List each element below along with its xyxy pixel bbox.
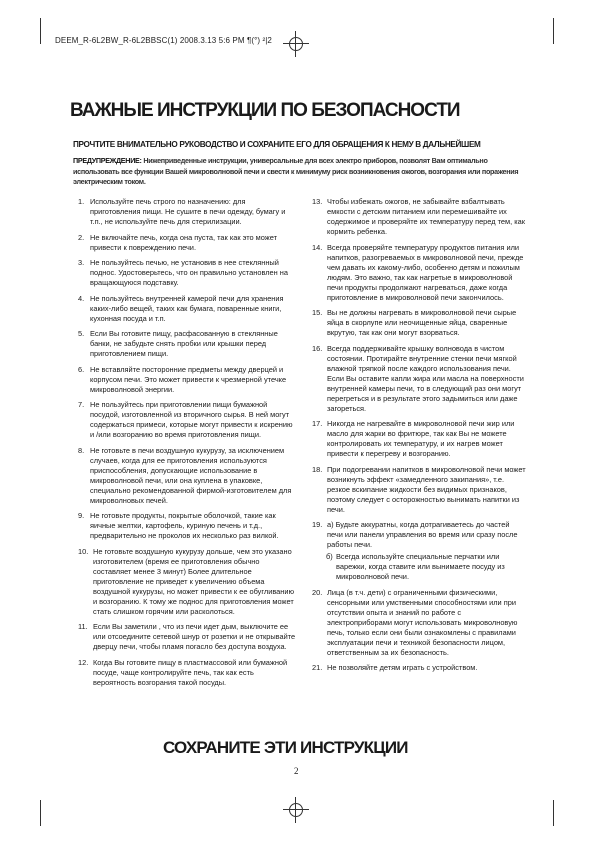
instruction-item: 21. Не позволяйте детям играть с устройством. — [312, 663, 478, 672]
instruction-item: 4. Не пользуйтесь внутренней камерой печи для хранения каких-либо вещей, таких как бумага, поваренные книги, кухонная посуда и т.п. — [78, 293, 284, 323]
warning-label: ПРЕДУПРЕЖДЕНИЕ: — [73, 156, 142, 165]
instruction-item: 13. Чтобы избежать ожогов, не забывайте взбалтывать емкости с детским питанием или перемешивайте их содержимое и проверяйте их температуру перед тем, как кормить ребенка. — [312, 197, 525, 236]
instruction-item: 12. Когда Вы готовите пищу в пластмассовой или бумажной посуде, чаще контролируйте печь, так как есть вероятность возгорания такой посуды. — [78, 657, 288, 687]
crop-mark-bottom-right — [553, 800, 554, 826]
page-subtitle: ПРОЧТИТЕ ВНИМАТЕЛЬНО РУКОВОДСТВО И СОХРАНИТЕ ЕГО ДЛЯ ОБРАЩЕНИЯ К НЕМУ В ДАЛЬНЕЙШЕМ — [73, 140, 481, 149]
registration-mark-bottom — [289, 803, 303, 817]
warning-text: Нижеприведенные инструкции, универсальные для всех электро приборов, позволят Вам оптимально использовать все функции Вашей микроволновой печи и свести к минимуму риск возникновения ожогов, возгорания или поражения электрическим током. — [73, 156, 519, 186]
crop-mark-top-left — [40, 18, 41, 44]
instruction-item: 6. Не вставляйте посторонние предметы между дверцей и корпусом печи. Это может привести к чрезмерной утечке микроволновой энергии. — [78, 364, 287, 394]
page-number: 2 — [294, 766, 299, 776]
instruction-item: 17. Никогда не нагревайте в микроволновой печи жир или масло для жарки во фритюре, так как Вы не можете контролировать их температуру, и их нагрев может привести к перегреву и возгоранию. — [312, 419, 515, 458]
instruction-item: 14. Всегда проверяйте температуру продуктов питания или напитков, разогреваемых в микроволновой печи, прежде чем давать их какому-либо, особенно детям и пожилым людям. Это важно, так как нагретые в микроволновой печи продукты продолжают нагреваться, даже когда приготовление в микроволновой печи закончилось. — [312, 242, 524, 302]
registration-mark-top — [289, 37, 303, 51]
instruction-item: 8. Не готовьте в печи воздушную кукурузу, за исключением случаев, когда для ее приготовления используются приспособления, допускающие использование в микроволновой печи, или она куплена в упаковке, специально рекомендованной фирмой-изготовителем для микроволновых печей. — [78, 445, 292, 505]
instruction-item: 5. Если Вы готовите пищу, расфасованную в стеклянные банки, не забудьте снять пробки или крышки перед приготовлением пищи. — [78, 329, 278, 358]
crop-mark-bottom-left — [40, 800, 41, 826]
instruction-item: 20. Лица (в т.ч. дети) с ограниченными физическими, сенсорными или умственными способностями или при отсутствии опыта и знаний по работе с электроприборами могут использовать микроволновую печь, только если они были ознакомлены с правилами эксплуатации печи и техникой безопасности лицом, ответственным за их безопасность. — [312, 587, 518, 657]
instruction-item: 18. При подогревании напитков в микроволновой печи может возникнуть эффект «замедленного закипания», т.е. резкое вскипание жидкости без видимых признаков, поэтому следует с осторожностью вынимать напитки из печи. — [312, 464, 526, 514]
instruction-item: 19. а) Будьте аккуратны, когда дотрагиваетесь до частей печи или панели управления во время или сразу после работы печи. — [312, 520, 518, 549]
registration-mark-top-v — [295, 31, 296, 57]
crop-mark-top-right — [553, 18, 554, 44]
instruction-item: 11. Если Вы заметили , что из печи идет дым, выключите ее или отсоедините сетевой шнур от розетки и не открывайте дверцу печи, чтобы пламя погасло без доступа воздуха. — [78, 622, 296, 651]
print-file-info: DEEM_R-6L2BW_R-6L2BBSC(1) 2008.3.13 5:6 PM ¶(°) ²|2 — [55, 36, 272, 45]
instruction-item: 1. Используйте печь строго по назначению: для приготовления пищи. Не сушите в печи одежду, бумагу и т.п., не используйте печь для стерилизации. — [78, 197, 286, 226]
instructions-right-column — [312, 197, 527, 679]
instruction-item: 2. Не включайте печь, когда она пуста, так как это может привести к повреждению печи. — [78, 232, 277, 252]
instruction-item: 3. Не пользуйтесь печью, не установив в нее стеклянный поднос. Удостоверьтесь, что он правильно установлен на вращающуюся подставку. — [78, 258, 288, 287]
footer-title: СОХРАНИТЕ ЭТИ ИНСТРУКЦИИ — [163, 738, 408, 757]
registration-mark-top-h — [283, 43, 309, 44]
page-title: ВАЖНЫЕ ИНСТРУКЦИИ ПО БЕЗОПАСНОСТИ — [70, 100, 460, 121]
instructions-left-column — [78, 197, 298, 693]
instruction-item: 7. Не пользуйтесь при приготовлении пищи бумажной посудой, изготовленной из вторичного сырья. В ней могут содержаться примеси, которые могут привести к искрению и /или возгоранию во время приготовления пищи. — [78, 400, 293, 439]
warning-paragraph — [73, 156, 525, 188]
instruction-subitem: б) Всегда используйте специальные перчатки или варежки, когда ставите или вынимаете посуду из микроволновой печи. — [326, 552, 505, 581]
instruction-item: 9. Не готовьте продукты, покрытые оболочкой, такие как яичные желтки, картофель, куриную печень и т.д., предварительно не проколов их несколько раз вилкой. — [78, 511, 279, 540]
registration-mark-bottom-v — [295, 797, 296, 823]
registration-mark-bottom-h — [283, 809, 309, 810]
instruction-item: 15. Вы не должны нагревать в микроволновой печи сырые яйца в скорлупе или неочищенные яйца, сваренные вкрутую, так как они могут взорваться. — [312, 308, 517, 337]
instruction-item: 16. Всегда поддерживайте крышку волновода в чистом состоянии. Протирайте внутренние стенки печи мягкой влажной тряпкой после каждого использования печи. Если Вы оставите капли жира или масла на поверхности внутренней камеры печи, то в следующий раз они могут перегреться и в результате этого задымиться или даже загореться. — [312, 343, 524, 413]
instruction-item: 10. Не готовьте воздушную кукурузу дольше, чем это указано изготовителем (время ее приготовления обычно составляет менее 3 минут) Более длительное приготовление не приведет к увеличению объема воздушной кукурузы, но может привести к ее обугливанию и возгоранию. К тому же поднос для приготовления может стать слишком горячим или расколоться. — [78, 546, 295, 616]
